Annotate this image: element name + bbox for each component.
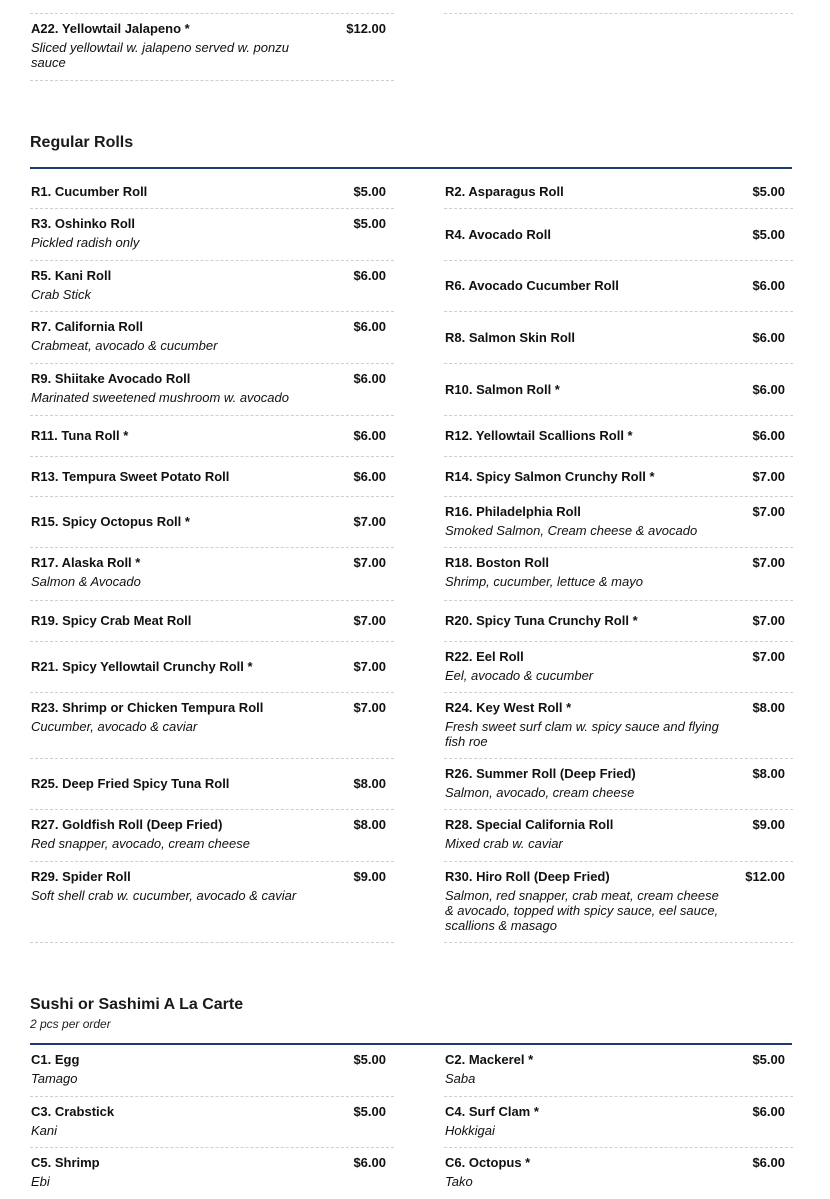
item-text bbox=[445, 184, 730, 199]
menu-item[interactable] bbox=[30, 1148, 394, 1199]
menu-item[interactable] bbox=[30, 261, 394, 312]
item-description: Mixed crab w. caviar bbox=[445, 836, 563, 851]
item-price: $8.00 bbox=[353, 776, 386, 791]
item-text bbox=[445, 817, 730, 851]
item-text bbox=[31, 184, 321, 199]
item-price: $5.00 bbox=[752, 227, 785, 242]
item-price: $6.00 bbox=[353, 268, 386, 283]
item-name: R2. Asparagus Roll bbox=[445, 184, 564, 199]
item-price: $9.00 bbox=[353, 869, 386, 884]
item-price: $6.00 bbox=[752, 1104, 785, 1119]
menu-item[interactable] bbox=[444, 862, 793, 943]
item-price: $7.00 bbox=[353, 659, 386, 674]
item-price: $5.00 bbox=[752, 1052, 785, 1067]
item-name: R13. Tempura Sweet Potato Roll bbox=[31, 469, 230, 484]
menu-item[interactable] bbox=[444, 457, 793, 497]
item-text bbox=[445, 227, 730, 242]
item-description: Crab Stick bbox=[31, 287, 91, 302]
menu-item[interactable] bbox=[30, 209, 394, 261]
menu-item[interactable] bbox=[30, 642, 394, 693]
menu-item[interactable] bbox=[444, 810, 793, 862]
item-name: R15. Spicy Octopus Roll * bbox=[31, 514, 190, 529]
section-divider bbox=[30, 167, 792, 169]
menu-item[interactable] bbox=[444, 261, 793, 312]
item-price: $12.00 bbox=[346, 21, 386, 36]
item-text bbox=[31, 216, 321, 250]
item-name: C2. Mackerel * bbox=[445, 1052, 534, 1067]
item-name: R10. Salmon Roll * bbox=[445, 382, 560, 397]
item-name: R1. Cucumber Roll bbox=[31, 184, 148, 199]
menu-item[interactable] bbox=[444, 548, 793, 601]
item-name: A22. Yellowtail Jalapeno * bbox=[31, 21, 190, 36]
item-description: Fresh sweet surf clam w. spicy sauce and flying fish roe bbox=[445, 719, 719, 749]
item-price: $5.00 bbox=[353, 1052, 386, 1067]
item-text bbox=[31, 469, 321, 484]
menu-item[interactable] bbox=[444, 209, 793, 261]
item-text bbox=[445, 504, 730, 538]
item-description: Kani bbox=[31, 1123, 58, 1138]
menu-item-a22[interactable] bbox=[30, 14, 394, 81]
menu-item[interactable] bbox=[444, 497, 793, 548]
item-price: $6.00 bbox=[353, 371, 386, 386]
item-text bbox=[31, 659, 321, 674]
item-name: R5. Kani Roll bbox=[31, 268, 112, 283]
item-price: $5.00 bbox=[353, 184, 386, 199]
item-name: R18. Boston Roll bbox=[445, 555, 550, 570]
item-description: Hokkigai bbox=[445, 1123, 495, 1138]
item-text bbox=[31, 700, 321, 734]
item-name: R14. Spicy Salmon Crunchy Roll * bbox=[445, 469, 655, 484]
section-title-a-la-carte: Sushi or Sashimi A La Carte bbox=[30, 996, 244, 1013]
item-name: C4. Surf Clam * bbox=[445, 1104, 539, 1119]
item-name: R19. Spicy Crab Meat Roll bbox=[31, 613, 192, 628]
item-text bbox=[445, 869, 730, 933]
menu-item[interactable] bbox=[30, 364, 394, 416]
menu-item[interactable] bbox=[444, 312, 793, 364]
item-text bbox=[31, 319, 321, 353]
item-text bbox=[31, 613, 321, 628]
item-name: R26. Summer Roll (Deep Fried) bbox=[445, 766, 636, 781]
item-name: C6. Octopus * bbox=[445, 1155, 531, 1170]
item-text bbox=[31, 1052, 321, 1086]
item-name: C1. Egg bbox=[31, 1052, 80, 1067]
item-description: Tako bbox=[445, 1174, 473, 1189]
menu-item[interactable] bbox=[444, 1148, 793, 1199]
item-name: R12. Yellowtail Scallions Roll * bbox=[445, 428, 633, 443]
item-text bbox=[445, 613, 730, 628]
menu-item[interactable] bbox=[30, 693, 394, 759]
item-price: $8.00 bbox=[353, 817, 386, 832]
menu-item[interactable] bbox=[30, 497, 394, 548]
item-text bbox=[31, 869, 321, 903]
item-name: R7. California Roll bbox=[31, 319, 143, 334]
item-price: $6.00 bbox=[752, 278, 785, 293]
item-text bbox=[31, 1155, 321, 1189]
item-name: C3. Crabstick bbox=[31, 1104, 115, 1119]
item-price: $12.00 bbox=[745, 869, 785, 884]
item-name: R25. Deep Fried Spicy Tuna Roll bbox=[31, 776, 230, 791]
menu-item[interactable] bbox=[30, 810, 394, 862]
item-description: Shrimp, cucumber, lettuce & mayo bbox=[445, 574, 643, 589]
item-price: $7.00 bbox=[752, 613, 785, 628]
item-price: $7.00 bbox=[752, 649, 785, 664]
menu-item[interactable] bbox=[444, 1045, 793, 1097]
menu-item[interactable] bbox=[30, 416, 394, 457]
item-name: R21. Spicy Yellowtail Crunchy Roll * bbox=[31, 659, 253, 674]
item-name: C5. Shrimp bbox=[31, 1155, 100, 1170]
item-text bbox=[31, 268, 321, 302]
item-price: $6.00 bbox=[353, 319, 386, 334]
item-price: $5.00 bbox=[353, 216, 386, 231]
item-price: $7.00 bbox=[752, 469, 785, 484]
menu-item[interactable] bbox=[30, 176, 394, 209]
item-price: $7.00 bbox=[752, 555, 785, 570]
item-description: Marinated sweetened mushroom w. avocado bbox=[31, 390, 289, 405]
item-description: Cucumber, avocado & caviar bbox=[31, 719, 198, 734]
item-text bbox=[445, 700, 730, 749]
item-price: $7.00 bbox=[353, 613, 386, 628]
item-description: Soft shell crab w. cucumber, avocado & caviar bbox=[31, 888, 297, 903]
item-description: Red snapper, avocado, cream cheese bbox=[31, 836, 250, 851]
item-text bbox=[31, 428, 321, 443]
item-text bbox=[445, 1052, 730, 1086]
menu-item[interactable] bbox=[30, 312, 394, 364]
item-text bbox=[31, 1104, 321, 1138]
item-name: R4. Avocado Roll bbox=[445, 227, 551, 242]
item-name: R16. Philadelphia Roll bbox=[445, 504, 581, 519]
item-description: Crabmeat, avocado & cucumber bbox=[31, 338, 218, 353]
item-description: Salmon, red snapper, crab meat, cream cheese & avocado, topped with spicy sauce, eel sauce, scallions & masago bbox=[445, 888, 719, 933]
item-price: $5.00 bbox=[353, 1104, 386, 1119]
item-name: R23. Shrimp or Chicken Tempura Roll bbox=[31, 700, 264, 715]
menu-item[interactable] bbox=[444, 364, 793, 416]
item-text bbox=[31, 371, 321, 405]
menu-item[interactable] bbox=[444, 642, 793, 693]
item-name: R29. Spider Roll bbox=[31, 869, 131, 884]
item-name: R6. Avocado Cucumber Roll bbox=[445, 278, 619, 293]
item-price: $8.00 bbox=[752, 766, 785, 781]
menu-item[interactable] bbox=[30, 601, 394, 642]
item-description: Salmon & Avocado bbox=[31, 574, 141, 589]
menu-item[interactable] bbox=[444, 693, 793, 759]
item-price: $6.00 bbox=[353, 1155, 386, 1170]
item-text bbox=[445, 278, 730, 293]
item-description: Ebi bbox=[31, 1174, 50, 1189]
item-name: R11. Tuna Roll * bbox=[31, 428, 129, 443]
item-description: Tamago bbox=[31, 1071, 78, 1086]
item-description: Smoked Salmon, Cream cheese & avocado bbox=[445, 523, 698, 538]
item-text bbox=[445, 469, 730, 484]
section-title-regular-rolls: Regular Rolls bbox=[30, 134, 134, 151]
item-price: $6.00 bbox=[353, 469, 386, 484]
item-description: Sliced yellowtail w. jalapeno served w. ponzu sauce bbox=[31, 40, 289, 70]
item-text bbox=[445, 649, 730, 683]
item-price: $6.00 bbox=[752, 428, 785, 443]
menu-item[interactable] bbox=[30, 1097, 394, 1148]
item-name: R22. Eel Roll bbox=[445, 649, 524, 664]
item-price: $8.00 bbox=[752, 700, 785, 715]
item-text bbox=[445, 1104, 730, 1138]
item-name: R20. Spicy Tuna Crunchy Roll * bbox=[445, 613, 638, 628]
menu-item[interactable] bbox=[444, 416, 793, 457]
item-price: $5.00 bbox=[752, 184, 785, 199]
item-price: $7.00 bbox=[353, 555, 386, 570]
item-name: R30. Hiro Roll (Deep Fried) bbox=[445, 869, 610, 884]
item-description: Saba bbox=[445, 1071, 476, 1086]
menu-item[interactable] bbox=[30, 548, 394, 601]
menu-item[interactable] bbox=[30, 862, 394, 943]
item-text bbox=[31, 817, 321, 851]
item-text bbox=[31, 555, 321, 589]
item-text bbox=[445, 382, 730, 397]
menu-item[interactable] bbox=[30, 759, 394, 810]
item-text bbox=[31, 776, 321, 791]
item-name: R8. Salmon Skin Roll bbox=[445, 330, 576, 345]
item-price: $6.00 bbox=[752, 1155, 785, 1170]
item-text bbox=[445, 428, 730, 443]
item-name: R27. Goldfish Roll (Deep Fried) bbox=[31, 817, 223, 832]
menu-item[interactable] bbox=[444, 759, 793, 810]
item-price: $9.00 bbox=[752, 817, 785, 832]
item-name: R24. Key West Roll * bbox=[445, 700, 572, 715]
item-text bbox=[445, 330, 730, 345]
item-text bbox=[445, 766, 730, 800]
item-text bbox=[445, 1155, 730, 1189]
menu-item[interactable] bbox=[444, 601, 793, 642]
item-price: $6.00 bbox=[752, 382, 785, 397]
menu-item[interactable] bbox=[444, 1097, 793, 1148]
item-description: Salmon, avocado, cream cheese bbox=[445, 785, 635, 800]
item-name: R9. Shiitake Avocado Roll bbox=[31, 371, 191, 386]
item-name: R3. Oshinko Roll bbox=[31, 216, 136, 231]
item-description: Eel, avocado & cucumber bbox=[445, 668, 594, 683]
item-name: R28. Special California Roll bbox=[445, 817, 614, 832]
item-price: $7.00 bbox=[353, 700, 386, 715]
menu-item[interactable] bbox=[444, 176, 793, 209]
item-price: $6.00 bbox=[752, 330, 785, 345]
menu-item[interactable] bbox=[30, 1045, 394, 1097]
item-text bbox=[31, 514, 321, 529]
item-description: Pickled radish only bbox=[31, 235, 140, 250]
item-price: $7.00 bbox=[752, 504, 785, 519]
item-price: $7.00 bbox=[353, 514, 386, 529]
item-name: R17. Alaska Roll * bbox=[31, 555, 141, 570]
item-text bbox=[445, 555, 730, 589]
top-right-divider bbox=[444, 13, 793, 14]
section-subtitle: 2 pcs per order bbox=[30, 1017, 111, 1031]
menu-item[interactable] bbox=[30, 457, 394, 497]
item-price: $6.00 bbox=[353, 428, 386, 443]
